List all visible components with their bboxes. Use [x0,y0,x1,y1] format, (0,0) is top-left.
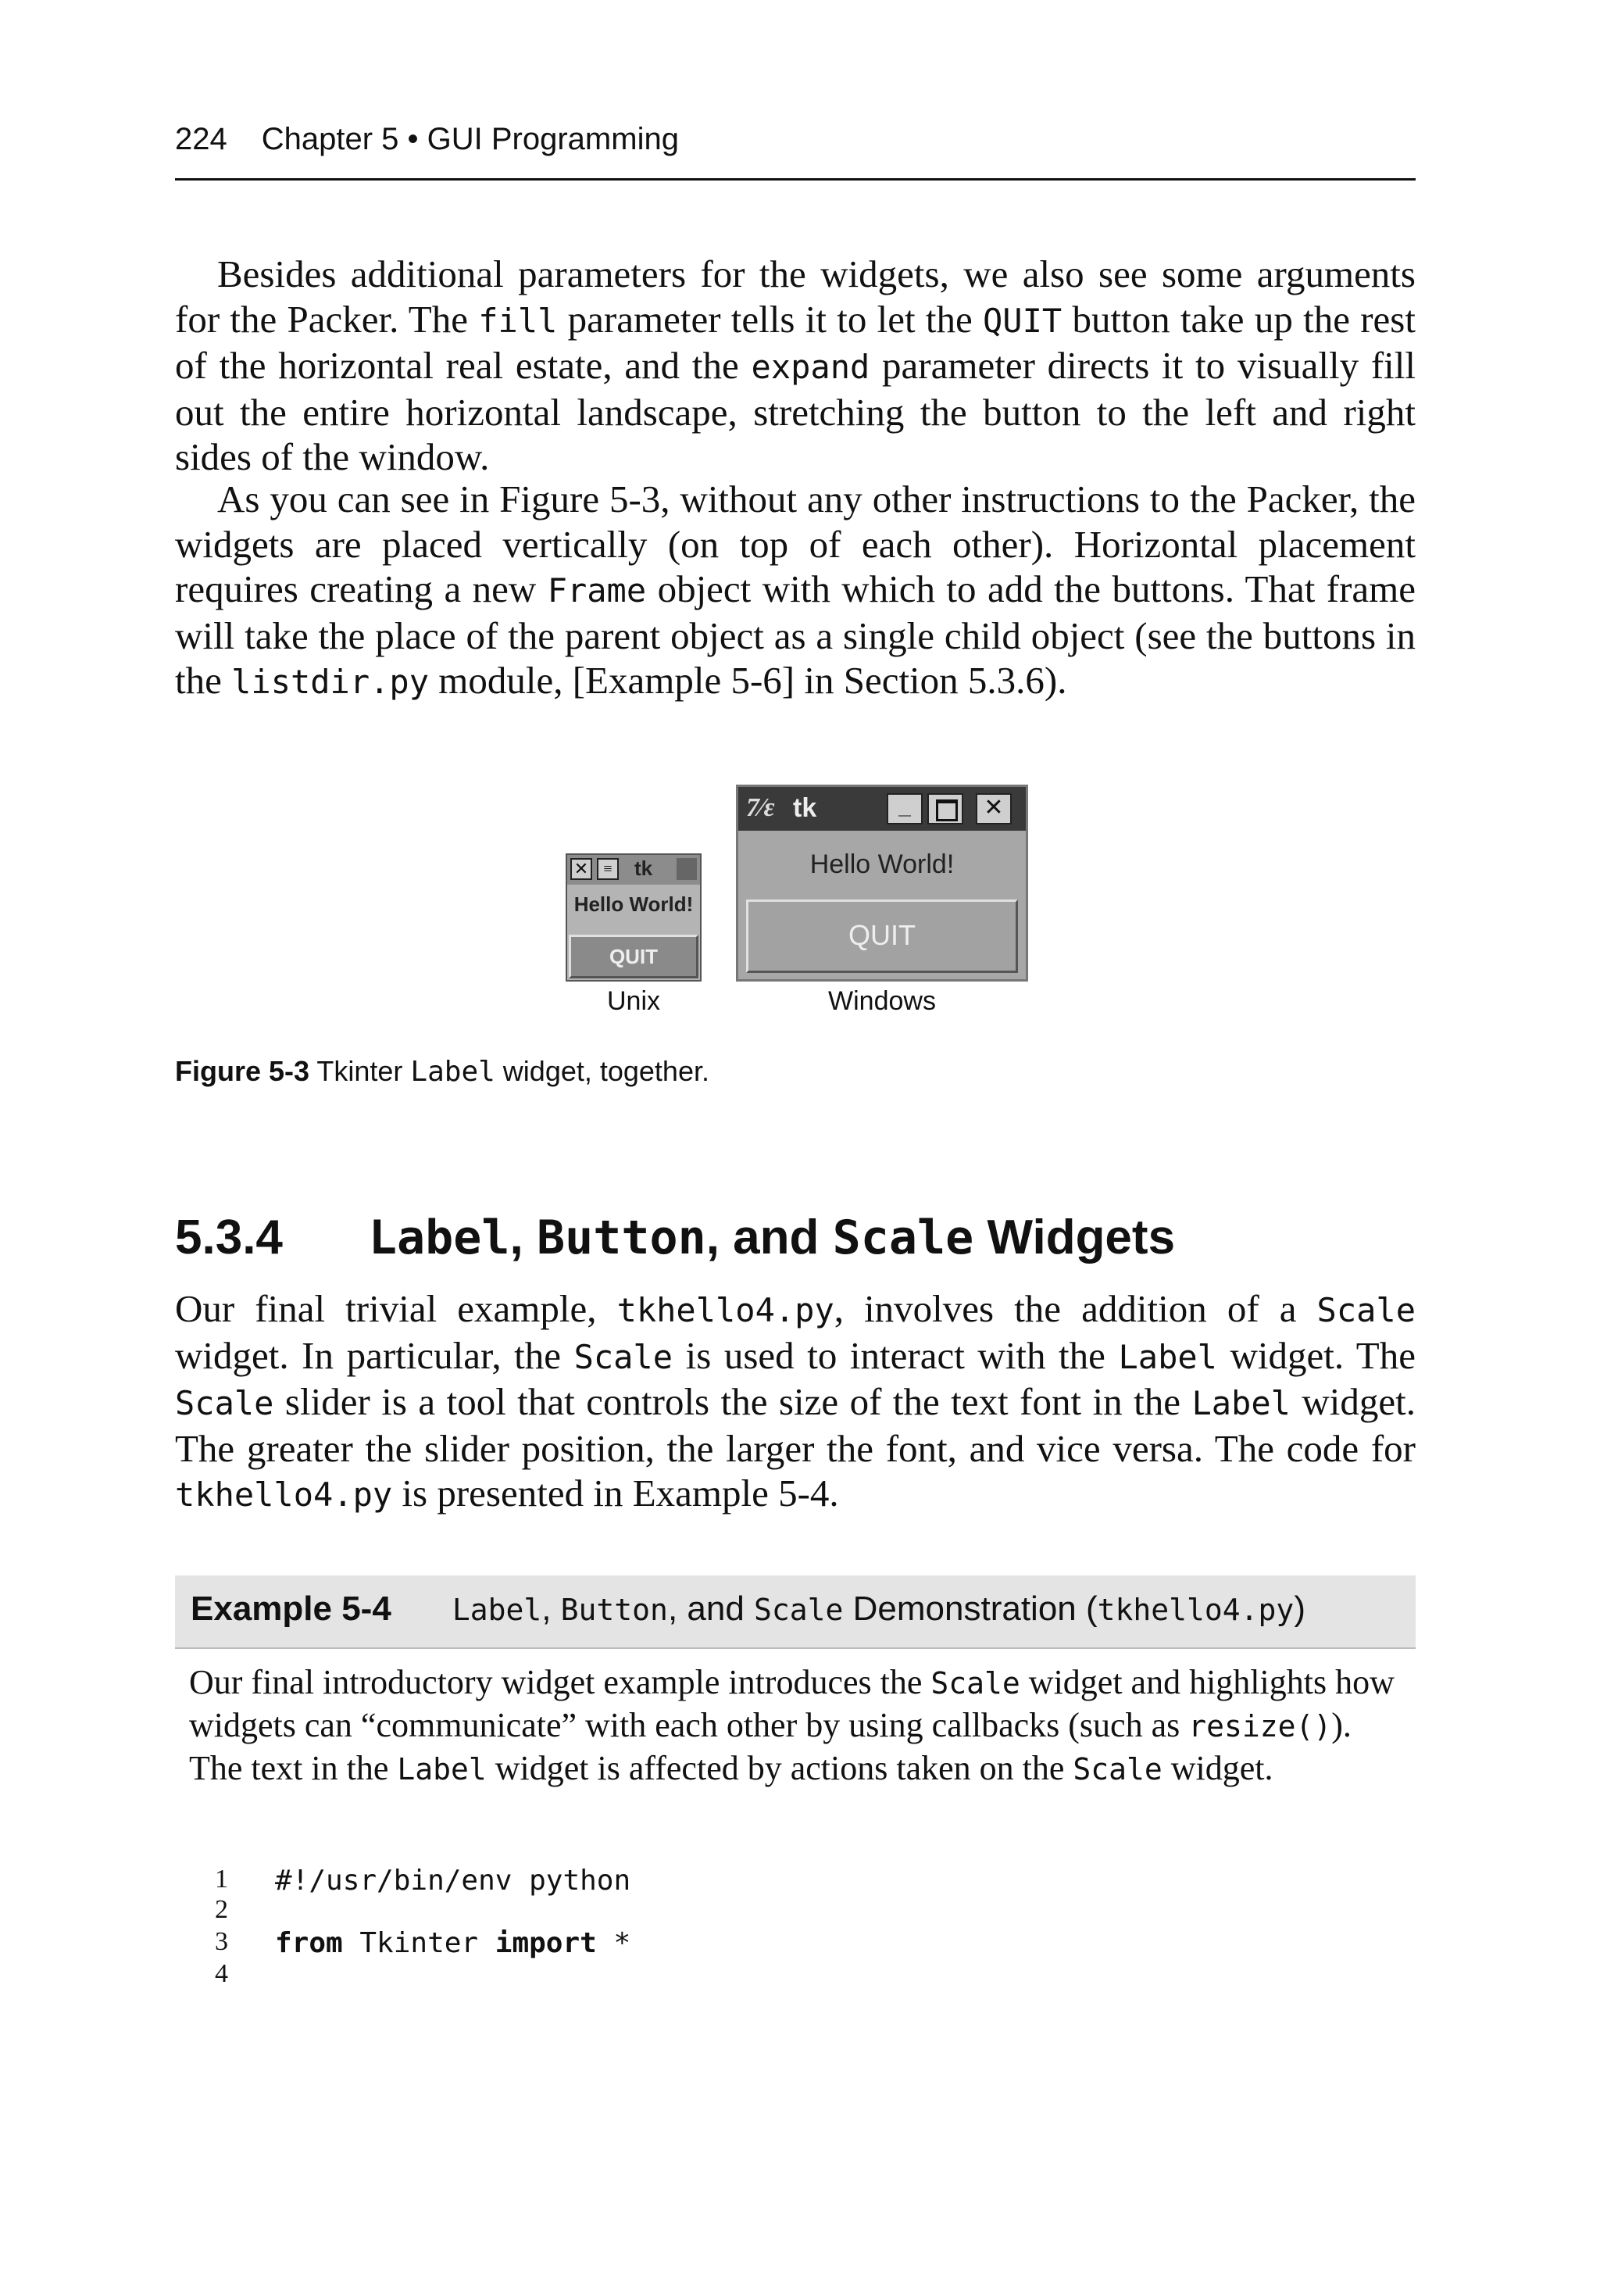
text-run: Widgets [973,1211,1176,1264]
paragraph-horizontal-placement [175,477,1416,705]
inline-code: tkhello4.py [1097,1593,1295,1627]
inline-code: fill [478,301,558,340]
line-number: 2 [215,1895,228,1924]
paragraph-packer-params [175,252,1416,480]
inline-code: Scale [930,1666,1020,1701]
text-run: As you can see in Figure 5-3, without any other instructions to the Packer, the widgets are placed vertically (on top of each other). Horizontal placement requires creating a new [175,477,1416,610]
text-run: module, [Example 5-6] in Section 5.3.6). [429,659,1067,702]
inline-code: Label [1118,1337,1217,1376]
bold-text: Figure 5-3 [175,1055,310,1087]
windows-quit-button[interactable]: QUIT [746,899,1018,973]
text-run: widget and highlights how widgets can “communicate” with each other by using callbacks (such as [189,1663,1395,1744]
text-run: , [541,1590,561,1628]
inline-code: QUIT [983,301,1062,340]
inline-code: Label [452,1593,542,1627]
inline-code: expand [751,348,870,386]
resize-handle-icon [677,858,697,880]
text-run: ). The text in the [189,1706,1352,1787]
inline-code: Button [536,1211,706,1265]
example-rule [175,1647,1416,1649]
text-run: is used to interact with the [673,1333,1119,1377]
code-token: * [596,1927,631,1959]
inline-code: Frame [547,571,647,610]
maximize-icon[interactable] [927,793,963,824]
text-run: widget is affected by actions taken on the [486,1749,1073,1787]
windows-titlebar [738,787,1026,831]
windows-hello-label: Hello World! [809,849,955,879]
text-run: , and [667,1590,755,1628]
inline-code: Label [368,1211,510,1265]
text-run: Our final trivial example, [175,1287,617,1330]
windows-subcaption: Windows [828,986,936,1016]
unix-subcaption: Unix [606,986,661,1016]
text-run: slider is a tool that controls the size of the text font in the [273,1380,1192,1423]
inline-code: Scale [573,1337,673,1376]
inline-code: resize() [1188,1709,1332,1743]
section-heading [175,1210,1175,1265]
windows-title: tk [793,793,817,823]
text-run: , [509,1211,537,1264]
code-token: Tkinter [342,1927,495,1959]
text-run: Tkinter [309,1055,411,1087]
unix-quit-button[interactable]: QUIT [569,935,698,978]
unix-titlebar [567,855,700,885]
example-label: Example 5-4 [191,1590,391,1628]
paragraph-tkhello4-intro [175,1286,1416,1518]
text-run: ) [1294,1590,1305,1628]
inline-code: Button [560,1593,668,1627]
line-number: 3 [215,1927,228,1956]
text-run: widget. In particular, the [175,1333,574,1377]
code-text [275,1927,630,1959]
text-run: , involves the addition of a [834,1287,1317,1330]
example-description [189,1661,1408,1790]
figure-caption [175,1055,709,1088]
inline-code: Scale [754,1593,844,1627]
inline-code: Scale [832,1211,974,1265]
text-run: is presented in Example 5-4. [392,1472,839,1515]
code-token: #!/usr/bin/env python [275,1865,631,1897]
chapter-title: Chapter 5 • GUI Programming [261,122,679,156]
line-number: 4 [215,1959,228,1988]
inline-code: tkhello4.py [175,1475,393,1514]
text-run: Besides additional parameters for the widgets, we also see some arguments for the Packer. The [175,252,1416,341]
minimize-icon[interactable]: _ [887,793,923,824]
inline-code: Label [397,1752,487,1786]
code-keyword: from [275,1927,343,1959]
page-number: 224 [175,122,227,156]
example-title [191,1590,1305,1629]
inline-code: Scale [1073,1752,1162,1786]
code-keyword: import [495,1927,597,1959]
text-run: , and [705,1211,833,1264]
text-run: parameter directs it to visually fill out the entire horizontal landscape, stretching the button to the left and right sides of the window. [175,344,1416,478]
inline-code: Label [1191,1384,1291,1422]
text-run: object with which to add the buttons. That frame will take the place of the parent object as a single child object (see the buttons in the [175,567,1416,702]
menu-icon: ≡ [597,858,619,880]
inline-code: Scale [175,1384,274,1422]
example-caption [452,1590,1305,1628]
inline-code: Scale [1316,1291,1416,1329]
text-run: widget, together. [495,1055,709,1087]
line-number: 1 [215,1865,228,1894]
unix-hello-label: Hello World! [573,892,694,916]
windows-window [736,785,1028,982]
unix-title: tk [634,857,653,880]
tk-feather-icon: 7⁄ɛ [746,793,775,822]
unix-window [566,853,702,982]
header-rule [175,178,1416,181]
close-icon[interactable]: ✕ [976,793,1012,824]
inline-code: tkhello4.py [616,1291,834,1329]
text-run: widget. [1162,1749,1273,1787]
text-run: Our final introductory widget example introduces the [189,1663,931,1701]
running-header [175,122,679,157]
inline-code: Label [410,1056,495,1088]
section-title [369,1211,1175,1264]
section-number: 5.3.4 [175,1211,283,1264]
text-run: widget. The greater the slider position, the larger the font, and vice versa. The code for [175,1380,1416,1470]
inline-code: listdir.py [231,663,429,701]
text-run: widget. The [1216,1333,1416,1377]
figure-5-3 [547,781,1047,1032]
text-run: Demonstration ( [843,1590,1098,1628]
close-icon: ✕ [570,858,592,880]
text-run: button take up the rest of the horizontal real estate, and the [175,297,1416,387]
code-text [275,1865,630,1897]
text-run: parameter tells it to let the [557,297,984,341]
